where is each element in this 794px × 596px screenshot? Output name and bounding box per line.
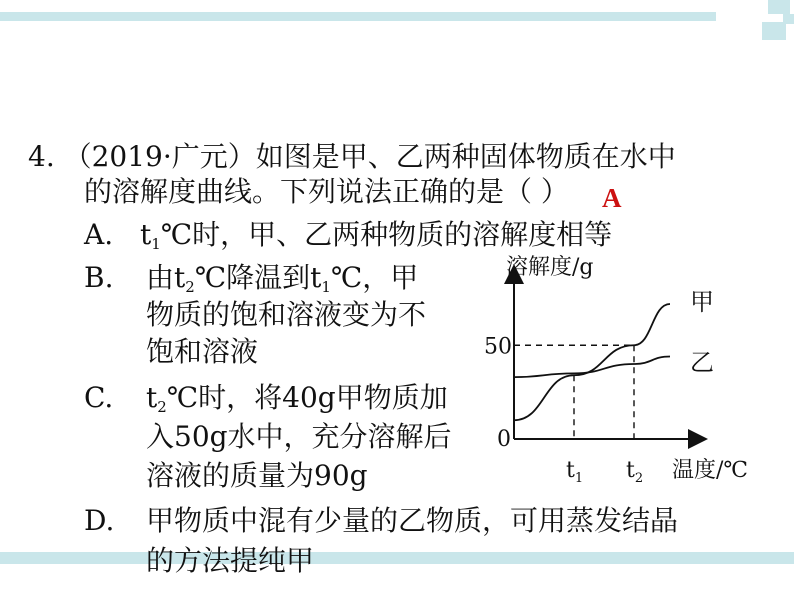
option-b-line-3: 饱和溶液 bbox=[146, 335, 259, 368]
option-text: ℃降温到t bbox=[194, 261, 322, 294]
option-c-line-2: 入50g水中，充分溶解后 bbox=[146, 420, 452, 453]
corner-decoration-square bbox=[783, 14, 794, 24]
question-line-2: 的溶解度曲线。下列说法正确的是（ ） bbox=[84, 175, 569, 208]
subscript: 2 bbox=[157, 398, 167, 416]
option-text: t bbox=[146, 381, 158, 414]
option-d-line-1 bbox=[84, 505, 678, 537]
option-text: 由t bbox=[146, 261, 186, 294]
option-d-line-2: 的方法提纯甲 bbox=[146, 544, 315, 577]
option-letter: C. bbox=[84, 381, 114, 414]
option-text: ℃时，将40g甲物质加 bbox=[166, 381, 448, 414]
x-tick-label: $t_1$ bbox=[566, 458, 584, 486]
solubility-chart bbox=[470, 250, 770, 486]
series-line-yi bbox=[514, 357, 670, 378]
x-tick-subscript: 1 bbox=[574, 471, 584, 486]
option-text: ℃，甲 bbox=[330, 261, 419, 294]
option-a bbox=[84, 219, 612, 251]
option-text: 甲物质中混有少量的乙物质，可用蒸发结晶 bbox=[146, 504, 679, 537]
origin-label: 0 bbox=[497, 427, 511, 452]
option-b-line-1 bbox=[84, 262, 418, 294]
subscript: 1 bbox=[321, 278, 331, 296]
chart-series bbox=[514, 304, 670, 420]
option-letter: B. bbox=[84, 261, 114, 294]
corner-decoration-square bbox=[762, 22, 786, 40]
option-letter: A. bbox=[84, 218, 114, 251]
subscript: 2 bbox=[185, 278, 195, 296]
option-c-line-3: 溶液的质量为90g bbox=[146, 459, 368, 492]
y-axis-label: 溶解度/g bbox=[506, 255, 594, 280]
bottom-accent-band bbox=[0, 552, 794, 564]
series-label-jia: 甲 bbox=[690, 288, 714, 316]
option-text: t bbox=[140, 218, 152, 251]
option-c-line-1 bbox=[84, 382, 448, 414]
top-accent-band bbox=[0, 12, 716, 21]
x-tick-label: $t_2$ bbox=[626, 458, 644, 486]
corner-decoration-square bbox=[768, 0, 790, 14]
option-letter: D. bbox=[84, 504, 115, 537]
option-b-line-2: 物质的饱和溶液变为不 bbox=[146, 298, 427, 331]
question-line-1: 4. （2019·广元）如图是甲、乙两种固体物质在水中 bbox=[28, 140, 676, 173]
y-tick-label: 50 bbox=[484, 334, 512, 360]
subscript: 1 bbox=[151, 235, 161, 253]
answer-mark: A bbox=[602, 183, 622, 213]
x-tick-subscript: 2 bbox=[634, 471, 644, 486]
chart-labels bbox=[484, 255, 748, 486]
series-label-yi: 乙 bbox=[690, 348, 714, 377]
option-text: ℃时，甲、乙两种物质的溶解度相等 bbox=[160, 218, 613, 251]
x-axis-label: 温度/℃ bbox=[672, 458, 749, 483]
chart-guides bbox=[514, 345, 634, 439]
